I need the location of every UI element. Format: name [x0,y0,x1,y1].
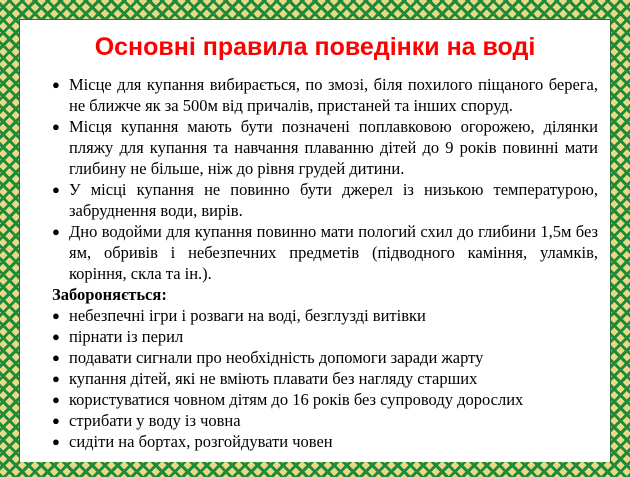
prohibited-text: купання дітей, які не вміють плавати без нагляду старших [69,369,478,388]
list-item [52,389,598,410]
rule-text: Дно водойми для купання повинно мати пологий схил до глибини 1,5м без ям, обривів і небезпечних предметів (підводного каміння, уламків, коріння, скла та ін.). [69,222,598,283]
bullet-icon: ● [52,392,60,407]
list-item [52,74,598,116]
list-item [52,116,598,179]
prohibited-text: пірнати із перил [69,327,184,346]
list-item [52,305,598,326]
list-item [52,179,598,221]
bullet-icon: ● [52,371,60,386]
prohibited-list [52,305,598,452]
prohibited-text: подавати сигнали про необхідність допомоги заради жарту [69,348,484,367]
bullet-icon: ● [52,308,60,323]
border-inner-line-top [19,19,611,20]
prohibited-heading: Забороняється: [52,285,167,304]
bullet-icon: ● [52,329,60,344]
bullet-icon: ● [52,434,60,449]
rule-text: Місця купання мають бути позначені поплавковою огорожею, ділянки пляжу для купання та навчання плаванню дітей до 9 років повинні мати глибину не більше, ніж до рівня грудей дитини. [69,117,598,178]
bullet-icon: ● [52,413,60,428]
decorative-border-left [0,0,19,477]
list-item [52,326,598,347]
list-item [52,221,598,284]
prohibited-text: сидіти на бортах, розгойдувати човен [69,432,333,451]
bullet-icon: ● [52,350,60,365]
slide-title: Основні правила поведінки на воді [94,33,536,61]
bullet-icon: ● [52,224,60,239]
decorative-border-top [0,0,630,19]
rule-text: У місці купання не повинно бути джерел із низькою температурою, забруднення води, вирів. [69,180,598,220]
border-inner-line-right [610,19,611,462]
list-item [52,368,598,389]
decorative-border-bottom [0,462,630,477]
slide-content [52,74,598,452]
bullet-icon: ● [52,182,60,197]
decorative-border-right [611,0,630,477]
bullet-icon: ● [52,119,60,134]
list-item [52,431,598,452]
list-item [52,347,598,368]
bullet-icon: ● [52,77,60,92]
list-item [52,410,598,431]
border-inner-line-left [19,19,20,462]
prohibited-text: небезпечні ігри і розваги на воді, безглузді витівки [69,306,426,325]
rules-list [52,74,598,284]
prohibited-text: стрибати у воду із човна [69,411,241,430]
prohibited-text: користуватися човном дітям до 16 років без супроводу дорослих [69,390,524,409]
rule-text: Місце для купання вибирається, по змозі, біля похилого піщаного берега, не ближче як за 500м від причалів, пристаней та інших споруд. [69,75,598,115]
